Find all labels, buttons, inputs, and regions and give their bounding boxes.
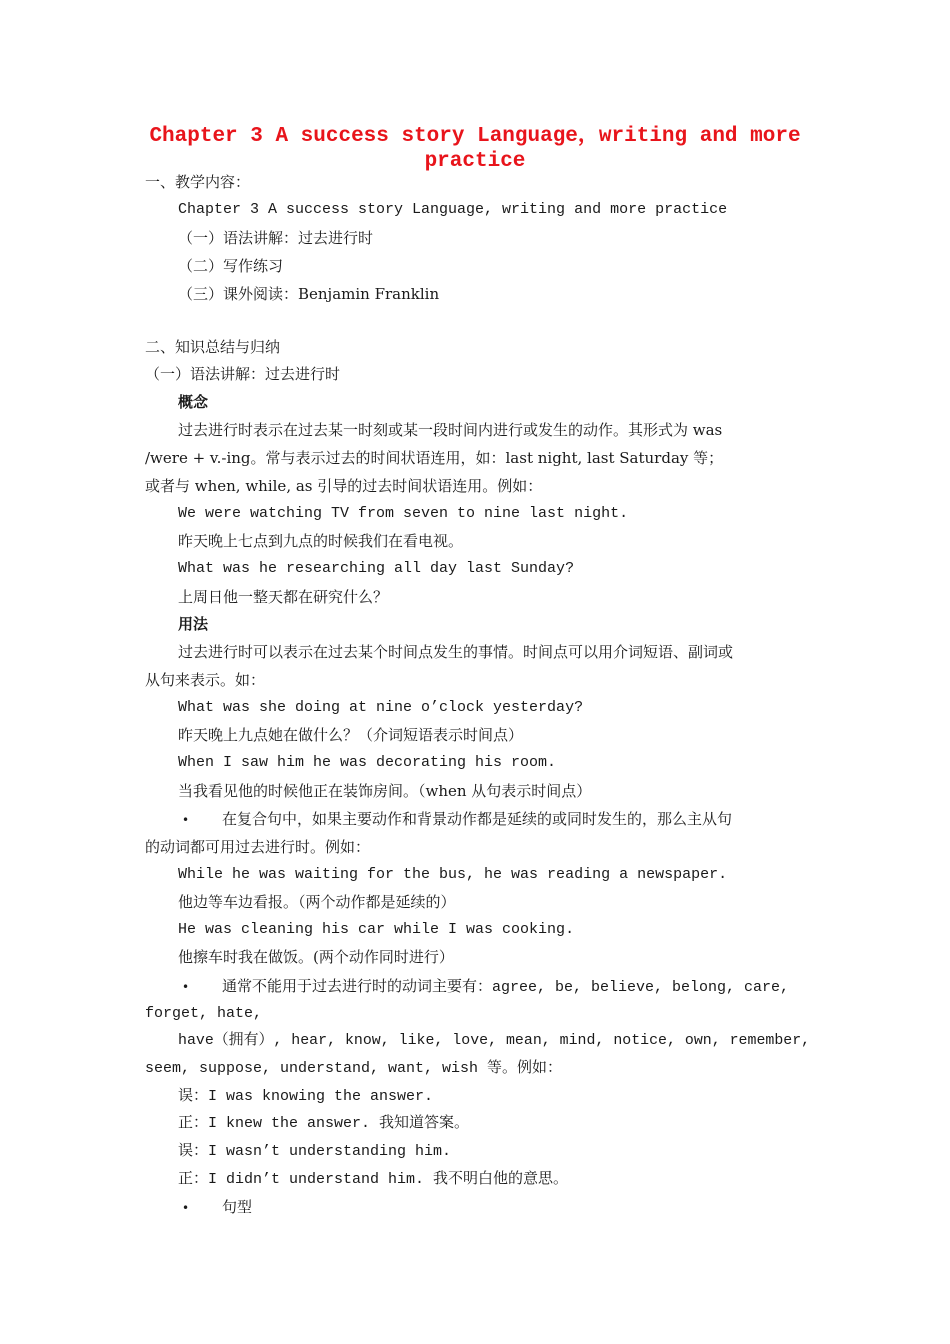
usage-paragraph-line-2: 从句来表示。如： (145, 671, 266, 689)
document-title (140, 124, 810, 174)
bullet-3-text: 句型 (222, 1198, 253, 1216)
section2-heading: 二、知识总结与归纳 (145, 338, 281, 356)
bullet-2-line-2: forget, hate, (145, 1005, 263, 1022)
right-example-1: 正：I knew the answer. 我知道答案。 (178, 1115, 470, 1132)
bullet-3-symbol: • (182, 1201, 190, 1215)
wrong-example-1: 误：I was knowing the answer. (178, 1088, 434, 1105)
bullet-2-line-3: have（拥有）, hear, know, like, love, mean, mind, notice, own, remember, (178, 1033, 811, 1049)
section1-item-3: （三）课外阅读：Benjamin Franklin (178, 285, 440, 303)
bullet-1-symbol: • (182, 813, 190, 827)
concept-label: 概念 (178, 393, 209, 411)
example-3-chinese: 昨天晚上九点她在做什么？（介词短语表示时间点） (178, 726, 524, 744)
concept-paragraph-line-2: /were + v.-ing。常与表示过去的时间状语连用，如：last night, last Saturday 等； (145, 449, 724, 467)
usage-paragraph-line-1: 过去进行时可以表示在过去某个时间点发生的事情。时间点可以用介词短语、副词或 (178, 643, 734, 661)
bullet-2-line-4: seem, suppose, understand, want, wish 等。例如： (145, 1060, 563, 1077)
example-2-chinese: 上周日他一整天都在研究什么？ (178, 588, 389, 606)
section2-sub1: （一）语法讲解：过去进行时 (145, 365, 341, 383)
title-line-2: practice (424, 150, 526, 173)
bullet-2 (182, 976, 789, 996)
section1-item-1: （一）语法讲解：过去进行时 (178, 229, 374, 247)
title-line-1: Chapter 3 A success story Language，writing and more (149, 125, 801, 148)
bullet-1-line-1: 在复合句中，如果主要动作和背景动作都是延续的或同时发生的，那么主从句 (222, 810, 733, 828)
concept-paragraph-line-1: 过去进行时表示在过去某一时刻或某一段时间内进行或发生的动作。其形式为 was (178, 421, 723, 439)
section1-heading: 一、教学内容： (145, 173, 251, 191)
right-example-2: 正：I didn’t understand him. 我不明白他的意思。 (178, 1171, 569, 1188)
usage-label: 用法 (178, 615, 209, 633)
section1-item-2: （二）写作练习 (178, 257, 284, 275)
section1-subtitle: Chapter 3 A success story Language, writing and more practice (178, 201, 728, 218)
example-5-english: While he was waiting for the bus, he was reading a newspaper. (178, 866, 728, 883)
example-4-chinese: 当我看见他的时候他正在装饰房间。（when 从句表示时间点） (178, 782, 592, 800)
example-6-chinese: 他擦车时我在做饭。(两个动作同时进行） (178, 948, 454, 966)
bullet-1-line-2: 的动词都可用过去进行时。例如： (145, 838, 371, 856)
bullet-1 (182, 809, 732, 829)
example-2-english: What was he researching all day last Sunday? (178, 560, 575, 577)
example-1-chinese: 昨天晚上七点到九点的时候我们在看电视。 (178, 532, 464, 550)
concept-paragraph-line-3: 或者与 when, while, as 引导的过去时间状语连用。例如： (145, 477, 543, 495)
example-3-english: What was she doing at nine o’clock yesterday? (178, 699, 584, 716)
bullet-3 (182, 1197, 252, 1217)
example-1-english: We were watching TV from seven to nine last night. (178, 505, 629, 522)
bullet-2-line-1: 通常不能用于过去进行时的动词主要有：agree, be, believe, belong, care, (222, 979, 790, 996)
wrong-example-2: 误：I wasn’t understanding him. (178, 1143, 452, 1160)
example-5-chinese: 他边等车边看报。（两个动作都是延续的） (178, 893, 456, 911)
example-6-english: He was cleaning his car while I was cooking. (178, 921, 575, 938)
example-4-english: When I saw him he was decorating his room. (178, 754, 557, 771)
bullet-2-symbol: • (182, 980, 190, 994)
